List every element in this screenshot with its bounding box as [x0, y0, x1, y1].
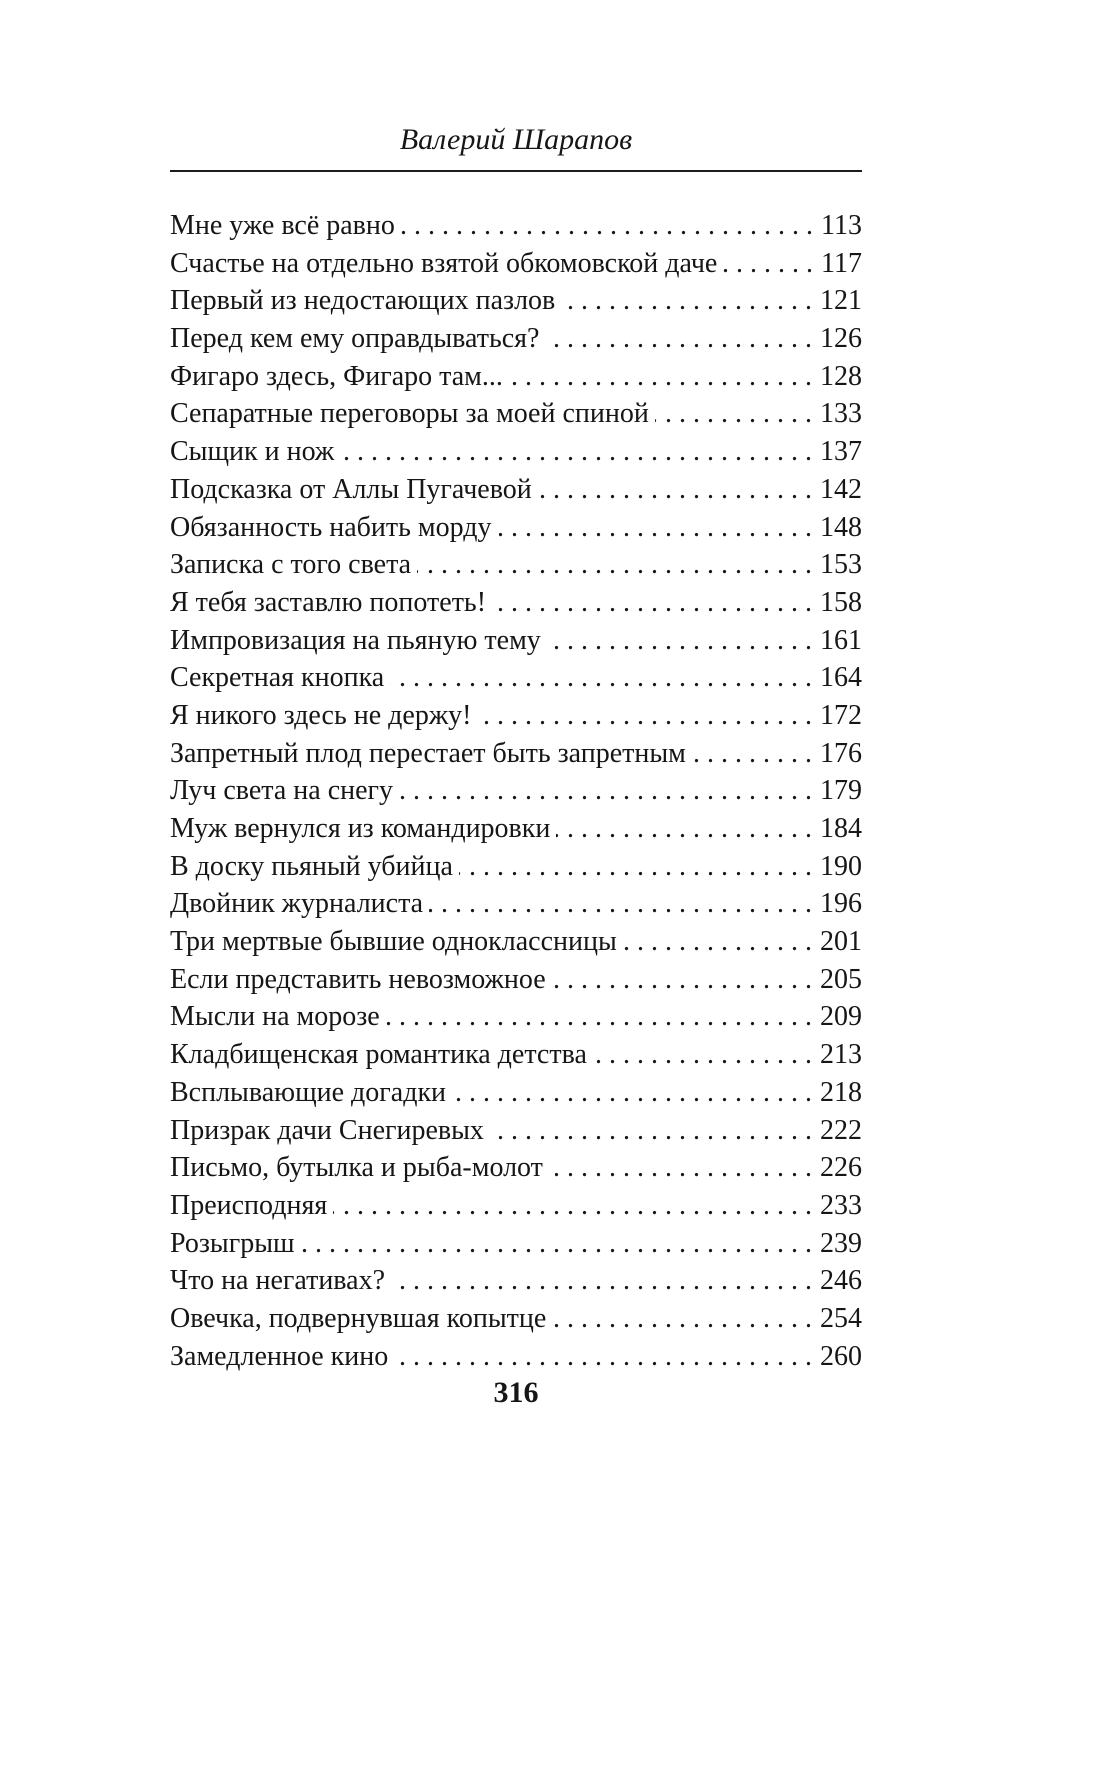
toc-entry-title: Луч света на снегу: [170, 775, 394, 807]
toc-entry-page: 213: [820, 1039, 862, 1071]
toc-entry-title: Я никого здесь не держу!: [170, 699, 472, 731]
toc-dot-leader: [391, 1262, 819, 1300]
toc-dot-leader: [429, 885, 819, 923]
toc-dot-leader: [547, 622, 819, 660]
toc-entry-title: Мне уже всё равно: [170, 210, 395, 241]
toc-dot-leader: [452, 1074, 819, 1112]
toc-entry: [170, 848, 862, 886]
toc-entry-title: Овечка, подвернувшая копытце: [170, 1302, 547, 1334]
toc-entry-title: Розыгрыш: [170, 1227, 295, 1259]
toc-dot-leader: [497, 509, 819, 547]
toc-entry-title: Если представить невозможное: [170, 963, 546, 995]
toc-dot-leader: [340, 433, 819, 471]
toc-dot-leader: [333, 1187, 819, 1225]
toc-dot-leader: [401, 207, 820, 245]
toc-entry-page: 153: [820, 549, 862, 581]
toc-entry-page: 148: [820, 511, 862, 543]
toc-entry: [170, 282, 862, 320]
toc-dot-leader: [301, 1225, 819, 1263]
toc-entry-title: Запретный плод перестает быть запретным: [170, 737, 686, 769]
toc-entry-title: Двойник журналиста: [170, 888, 424, 920]
toc-entry-title: Счастье на отдельно взятой обкомовской даче: [170, 247, 718, 279]
toc-entry-page: 158: [820, 586, 862, 618]
toc-entry-title: Первый из недостающих пазлов: [170, 285, 556, 317]
toc-dot-leader: [399, 772, 819, 810]
running-head-author: Валерий Шарапов: [170, 122, 862, 172]
toc-entry-page: 179: [820, 775, 862, 807]
toc-entry: [170, 735, 862, 773]
toc-entry-title: Подсказка от Аллы Пугачевой: [170, 473, 532, 505]
toc-entry: [170, 1300, 862, 1338]
toc-dot-leader: [386, 998, 819, 1036]
toc-entry-title: Перед кем ему оправдываться?: [170, 323, 540, 355]
toc-entry: [170, 433, 862, 471]
toc-entry-title: Мысли на морозе: [170, 1001, 380, 1033]
toc-entry-page: 226: [820, 1152, 862, 1184]
toc-entry-page: 222: [820, 1114, 862, 1146]
toc-entry: [170, 772, 862, 810]
page-number: 316: [493, 1376, 539, 1409]
toc-dot-leader: [545, 320, 819, 358]
toc-entry-page: 161: [820, 624, 862, 656]
toc-entry: [170, 546, 862, 584]
toc-entry: [170, 1187, 862, 1225]
toc-entry-title: Сыщик и нож: [170, 436, 335, 468]
toc-dot-leader: [394, 1338, 819, 1376]
toc-entry: [170, 1074, 862, 1112]
toc-entry: [170, 320, 862, 358]
toc-dot-leader: [417, 546, 819, 584]
toc-dot-leader: [459, 848, 819, 886]
toc-dot-leader: [478, 697, 820, 735]
toc-entry-page: 218: [820, 1076, 862, 1108]
toc-entry: [170, 810, 862, 848]
toc-entry-title: Обязанность набить морду: [170, 511, 492, 543]
toc-entry-title: Муж вернулся из командировки: [170, 813, 551, 844]
toc-dot-leader: [552, 961, 819, 999]
toc-entry: [170, 961, 862, 999]
toc-entry-title: Замедленное кино: [170, 1340, 389, 1372]
toc-entry-page: 184: [820, 813, 862, 844]
toc-dot-leader: [556, 810, 819, 848]
toc-dot-leader: [492, 584, 819, 622]
toc-entry-title: Сепаратные переговоры за моей спиной: [170, 398, 649, 430]
toc-entry-page: 164: [820, 662, 862, 694]
toc-entry: [170, 998, 862, 1036]
toc-dot-leader: [723, 245, 820, 283]
toc-entry-title: Импровизация на пьяную тему: [170, 624, 541, 656]
toc-dot-leader: [549, 1149, 819, 1187]
toc-entry-title: Всплывающие догадки: [170, 1076, 447, 1108]
toc-dot-leader: [561, 282, 819, 320]
toc-entry-title: Письмо, бутылка и рыба-молот: [170, 1152, 543, 1184]
toc-entry: [170, 245, 862, 283]
toc-entry: [170, 923, 862, 961]
toc-entry-page: 196: [820, 888, 862, 920]
toc-dot-leader: [623, 923, 819, 961]
toc-entry-page: 113: [821, 210, 862, 241]
toc-entry: [170, 1112, 862, 1150]
toc-entry-page: 172: [820, 699, 862, 731]
toc-entry-page: 239: [820, 1227, 862, 1259]
toc-entry-title: Я тебя заставлю попотеть!: [170, 586, 487, 618]
toc-dot-leader: [593, 1036, 819, 1074]
toc-entry: [170, 622, 862, 660]
toc-entry-page: 190: [820, 850, 862, 882]
toc-entry-title: Что на негативах?: [170, 1265, 386, 1297]
toc-entry-page: 260: [820, 1340, 862, 1372]
toc-entry: [170, 1225, 862, 1263]
toc-dot-leader: [655, 395, 819, 433]
toc-entry-title: Записка с того света: [170, 549, 412, 581]
toc-entry-title: Фигаро здесь, Фигаро там...: [170, 360, 503, 392]
toc-dot-leader: [692, 735, 819, 773]
toc-entry-title: Три мертвые бывшие одноклассницы: [170, 926, 617, 958]
toc-entry-page: 201: [820, 926, 862, 958]
toc-entry: [170, 358, 862, 396]
toc-entry-page: 133: [820, 398, 862, 430]
toc-entry-page: 176: [820, 737, 862, 769]
toc-entry: [170, 885, 862, 923]
toc-entry-title: Преисподняя: [170, 1189, 328, 1221]
toc-entry: [170, 584, 862, 622]
toc-entry-title: Призрак дачи Снегиревых: [170, 1114, 484, 1146]
toc-entry-page: 233: [820, 1189, 862, 1221]
toc-entry-page: 246: [820, 1265, 862, 1297]
toc-entry: [170, 471, 862, 509]
toc-entry: [170, 1338, 862, 1376]
toc-entry: [170, 697, 862, 735]
toc-entry-page: 209: [820, 1001, 862, 1033]
toc-entry: [170, 509, 862, 547]
toc-entry-page: 126: [820, 323, 862, 355]
toc-entry-title: Кладбищенская романтика детства: [170, 1039, 587, 1071]
toc-entry-page: 254: [820, 1302, 862, 1334]
toc-dot-leader: [552, 1300, 819, 1338]
toc-entry-title: В доску пьяный убийца: [170, 850, 453, 882]
toc-entry-page: 205: [820, 963, 862, 995]
toc-dot-leader: [538, 471, 819, 509]
toc-entry-title: Секретная кнопка: [170, 662, 385, 694]
toc-dot-leader: [490, 1112, 819, 1150]
toc-dot-leader: [509, 358, 819, 396]
toc-entry: [170, 1036, 862, 1074]
toc-entry: [170, 395, 862, 433]
toc-entry-page: 128: [820, 360, 862, 392]
toc-entry-page: 142: [820, 473, 862, 505]
toc-dot-leader: [390, 659, 819, 697]
table-of-contents: [170, 207, 862, 1375]
toc-entry-page: 137: [820, 436, 862, 468]
toc-entry: [170, 659, 862, 697]
toc-entry: [170, 207, 862, 245]
toc-entry-page: 117: [821, 247, 862, 279]
toc-entry: [170, 1262, 862, 1300]
toc-entry-page: 121: [820, 285, 862, 317]
toc-entry: [170, 1149, 862, 1187]
